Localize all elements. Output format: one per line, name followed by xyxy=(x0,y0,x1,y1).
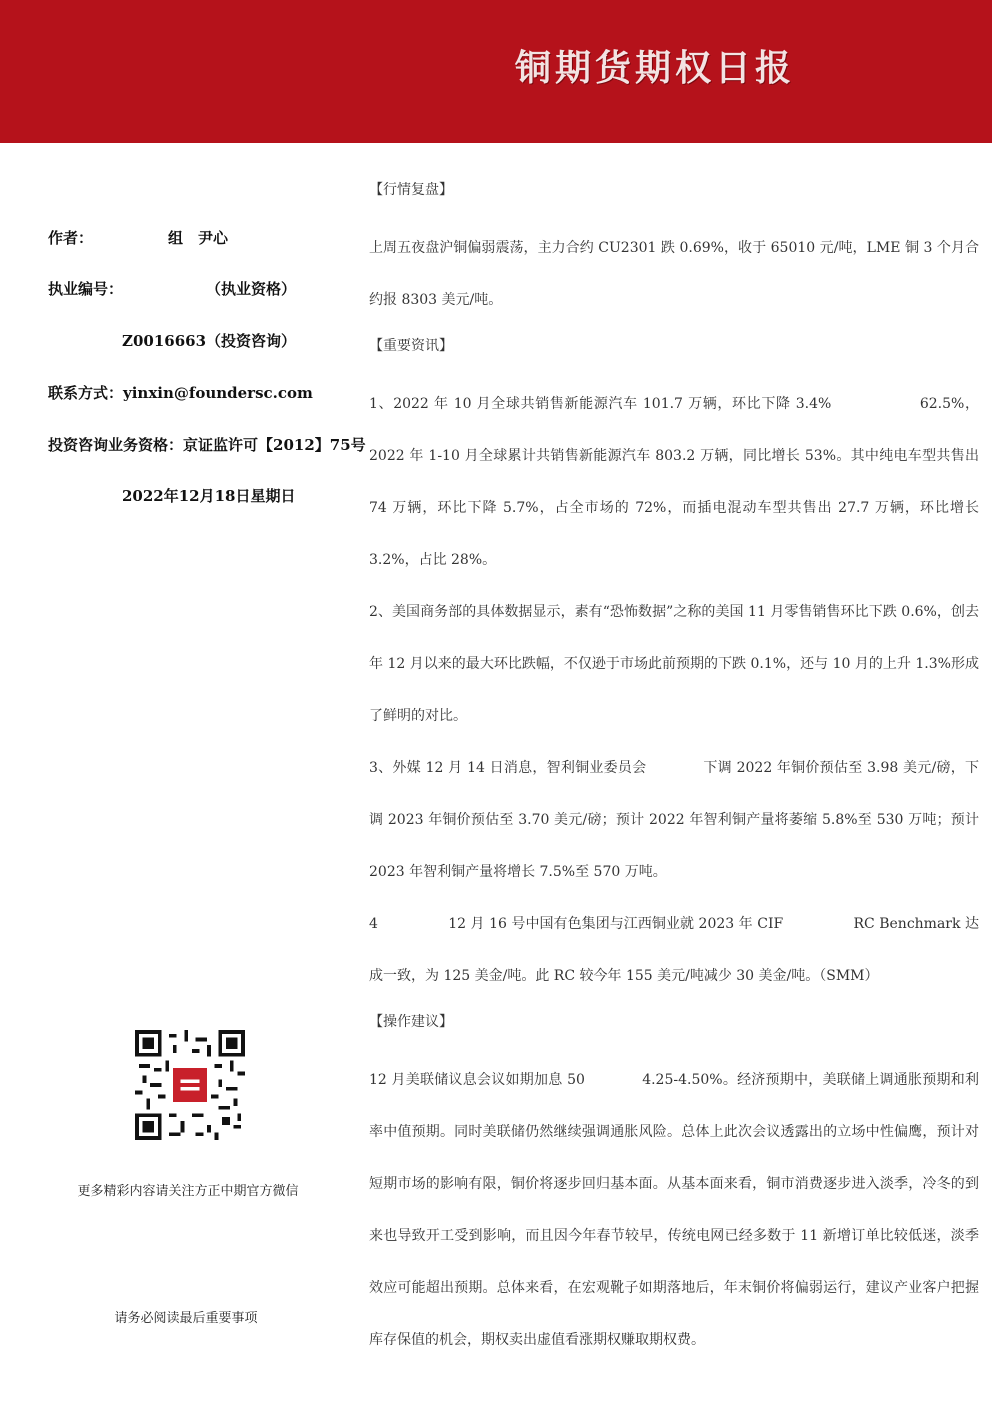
qualification-row xyxy=(48,434,366,455)
qr-caption: 更多精彩内容请关注方正中期官方微信 xyxy=(77,1184,299,1199)
news-item-4: 4 12 月 16 号中国有色集团与江西铜业就 2023 年 CIF RC Benchmark 达成一致，为 125 美金/吨。此 RC 较今年 155 美元/吨减少 30 美金/吨。（SMM） xyxy=(369,916,979,984)
sidebar xyxy=(0,143,366,1403)
disclaimer-notice: 请务必阅读最后重要事项 xyxy=(114,1311,258,1326)
license-qualification: （执业资格） xyxy=(206,280,297,298)
license-consult: Z0016663（投资咨询） xyxy=(122,332,297,350)
contact-row xyxy=(48,382,313,403)
contact-label: 联系方式： xyxy=(48,384,124,402)
news-item-3: 3、外媒 12 月 14 日消息，智利铜业委员会 下调 2022 年铜价预估至 3.98 美元/磅，下调 2023 年铜价预估至 3.70 美元/磅；预计 2022 年智利铜产量将萎缩 5.8%至 530 万吨；预计 2023 年智利铜产量将增长 7.5%至 570 万吨。 xyxy=(369,760,979,880)
report-title: 铜期货期权日报 xyxy=(515,48,796,89)
section-heading-news: 【重要资讯】 xyxy=(369,338,453,354)
header-band xyxy=(0,0,992,143)
report-date: 2022年12月18日星期日 xyxy=(122,487,296,505)
report-body xyxy=(369,170,979,1366)
license-label: 执业编号： xyxy=(48,280,124,298)
author-name: 组 尹心 xyxy=(168,229,229,247)
advice-paragraph: 12 月美联储议息会议如期加息 50 4.25-4.50%。经济预期中，美联储上调通胀预期和利率中值预期。同时美联储仍然继续强调通胀风险。总体上此次会议透露出的立场中性偏鹰，预计对短期市场的影响有限，铜价将逐步回归基本面。从基本面来看，铜市消费逐步进入淡季，冷冬的到来也导致开工受到影响，而且因今年春节较早，传统电网已经多数于 11 新增订单比较低迷，淡季效应可能超出预期。总体来看，在宏观靴子如期落地后，年末铜价将偏弱运行，建议产业客户把握库存保值的机会，期权卖出虚值看涨期权赚取期权费。 xyxy=(369,1072,979,1348)
news-item-2: 2、美国商务部的具体数据显示，素有“恐怖数据”之称的美国 11 月零售销售环比下跌 0.6%，创去年 12 月以来的最大环比跌幅，不仅逊于市场此前预期的下跌 0.1%，还与 10 月的上升 1.3%形成了鲜明的对比。 xyxy=(369,604,979,724)
review-paragraph: 上周五夜盘沪铜偏弱震荡，主力合约 CU2301 跌 0.69%，收于 65010 元/吨，LME 铜 3 个月合约报 8303 美元/吨。 xyxy=(369,240,979,308)
author-row xyxy=(48,227,229,248)
qualification-value: 京证监许可【2012】75号 xyxy=(183,436,366,454)
license-row xyxy=(48,278,297,299)
section-heading-advice: 【操作建议】 xyxy=(369,1014,453,1030)
section-heading-review: 【行情复盘】 xyxy=(369,182,453,198)
news-item-1: 1、2022 年 10 月全球共销售新能源汽车 101.7 万辆，环比下降 3.4% 62.5%，2022 年 1-10 月全球累计共销售新能源汽车 803.2 万辆，同比增长 53%。其中纯电车型共售出 74 万辆，环比下降 5.7%，占全市场的 72%，而插电混动车型共售出 27.7 万辆，环比增长 3.2%，占比 28%。 xyxy=(369,396,979,568)
contact-email: yinxin@foundersc.com xyxy=(123,384,313,402)
author-label: 作者： xyxy=(48,229,94,247)
qr-code xyxy=(135,1030,245,1140)
qualification-label: 投资咨询业务资格： xyxy=(48,436,184,454)
